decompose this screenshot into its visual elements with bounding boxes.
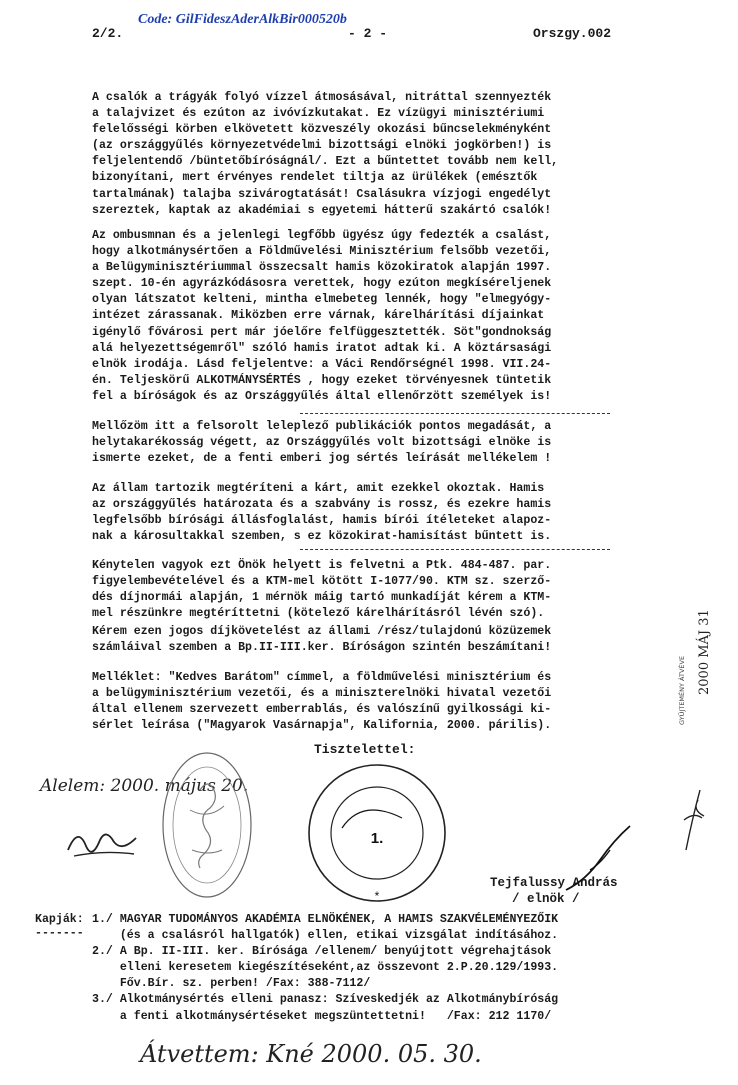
text-line: igénylő fővárosi pert már jóelőre felfüggesztették. Söt"gondnokság <box>92 325 552 339</box>
text-line: Kérem ezen jogos díjkövetelést az állami /rész/tulajdonú közüzemek <box>92 625 552 638</box>
text-line: elnök irodája. Lásd feljelentve: a Váci Rendőrségnél 1998. VII.24- <box>92 357 552 371</box>
text-line: a talajvizet és ezúton az ivóvízkutakat. Ez vízügyi minisztériumi <box>92 107 545 121</box>
paragraph-4 <box>92 481 632 545</box>
text-line: alá helyezettségemről" szóló hamis iratot adtak ki. A köztársasági <box>92 341 552 355</box>
handwritten-note-left: Alelem: 2000. május 20. <box>40 776 249 796</box>
text-line: az országgyűlés határozata és a szabvány is rossz, és ezekre hamis <box>92 498 552 512</box>
recipient-line: 3./ Alkotmánysértés elleni panasz: Szíveskedjék az Alkotmánybíróság <box>92 993 559 1007</box>
text-line: figyelembevételével és a KTM-mel kötött I-1077/90. KTM sz. szerző- <box>92 575 552 589</box>
text-line: mel részünkre megtéríttetni (kötelező kárelhárításról lévén szó). <box>92 607 545 621</box>
text-line: hogy alkotmánysértően a Földművelési Minisztérium felsőbb vezetői, <box>92 245 552 259</box>
text-line: én. Teljeskörű ALKOTMÁNYSÉRTÉS , hogy ezeket törvényesnek tüntetik <box>92 373 552 387</box>
separator-line <box>300 413 610 414</box>
text-line: Mellőzöm itt a felsorolt leleplező publikációk pontos megadását, a <box>92 420 552 433</box>
signer-signature <box>560 820 650 900</box>
paragraph-5 <box>92 558 632 622</box>
mta-seal <box>160 750 255 900</box>
text-line: tartalmának) talajba szivárogtatását! Csalásukra vízjogi engedélyt <box>92 187 552 201</box>
page-number-left: 2/2. <box>92 26 124 41</box>
separator-line <box>300 549 610 550</box>
paragraph-2 <box>92 228 632 405</box>
text-line: fel a bíróságok és az Országgyűlés által ellenőrzött személyek is! <box>92 389 552 403</box>
text-line: Melléklet: "Kedves Barátom" címmel, a földművelési minisztérium és <box>92 671 552 684</box>
recipient-line: elleni keresetem kiegészítéseként,az összevont 2.P.20.129/1993. <box>92 961 559 975</box>
text-line: legfelsőbb bírósági állásfoglalást, hamis bírói ítéleteket alapoz- <box>92 514 552 528</box>
text-line: intézet zárassanak. Miközben erre várnak, kárelhárítási díjainkat <box>92 309 545 323</box>
text-line: Kényteleп vagyok ezt Önök helyett is felvetni a Ptk. 484-487. par. <box>92 559 552 572</box>
text-line: olyan látszatot kelteni, mintha elmebeteg lennék, hogy "elmegyógy- <box>92 293 552 307</box>
text-line: sérlet leírása ("Magyarok Vasárnapja", Kalifornia, 2000. párilis). <box>92 719 552 733</box>
paragraph-1 <box>92 90 632 219</box>
kapjak-list <box>92 912 558 1025</box>
paragraph-6 <box>92 624 632 656</box>
svg-text:*: * <box>374 889 380 903</box>
received-stamp-text: GYŰJTEMÉNY ÁTVÉVE <box>678 655 686 725</box>
recipient-line: (és a csalásról hallgatók) ellen, etikai vizsgálat indításához. <box>92 929 559 943</box>
text-line: feljelentendő /büntetőbíróságnál/. Ezt a bűntettet tovább nem kell, <box>92 155 559 169</box>
document-reference: Orszgy.002 <box>533 26 612 41</box>
recipient-line: 1./ MAGYAR TUDOMÁNYOS AKADÉMIA ELNÖKÉNEK, A HAMIS SZAKVÉLEMÉNYEZŐIK <box>92 913 559 926</box>
text-line: Az állam tartozik megtéríteni a kárt, amit ezekkel okoztak. Hamis <box>92 482 545 495</box>
signature-scribble <box>60 820 160 860</box>
text-line: a belügyminisztérium vezetői, és a miniszterelnöki hivatal vezetői <box>92 687 552 701</box>
text-line: felelősségi körben elkövetett közveszély okozási bűncselekményként <box>92 123 552 137</box>
text-line: számláival szemben a Bp.II-III.ker. Bíróságon szintén beszámítani! <box>92 641 552 655</box>
paragraph-7 <box>92 670 632 734</box>
signer-title: / elnök / <box>512 892 580 906</box>
handwritten-note-bottom: Átvettem: Kné 2000. 05. 30. <box>140 1040 482 1068</box>
text-line: ismerte ezeket, de a fenti emberi jog sértés leírását mellékelem ! <box>92 452 552 466</box>
text-line: szereztek, kaptak az akadémiai s egyetemi hátterű szakártó csalók! <box>92 203 552 217</box>
text-line: A csalók a trágyák folyó vízzel átmosásával, nitráttal szennyezték <box>92 91 552 104</box>
text-line: Az ombusmnan és a jelenlegi legfőbb ügyész úgy fedezték a csalást, <box>92 229 552 242</box>
received-stamp <box>670 575 722 725</box>
text-line: (az országgyűlés környezetvédelmi bizottsági elnöki jogkörben!) is <box>92 139 552 153</box>
greeting: Tisztelettel: <box>314 742 416 757</box>
right-handwriting <box>676 770 716 860</box>
text-line: által ellenem szervezett emberrablás, és valószínű gyilkossági ki- <box>92 703 552 717</box>
text-line: a Belügyminisztériummal összecsalt hamis közokiratok alapján 1997. <box>92 261 552 275</box>
text-line: helytakarékosság végett, az Országgyűlés volt bizottsági elnöke is <box>92 436 552 450</box>
recipient-line: 2./ A Bp. II-III. ker. Bírósága /ellenem/ benyújtott végrehajtások <box>92 945 552 959</box>
signer-name: Tejfalussy András <box>490 876 618 890</box>
kapjak-label: Kapják: <box>35 913 84 926</box>
text-line: dés díjnormái alapján, 1 mérnök máig tartó munkadíját kérem a KTM- <box>92 591 552 605</box>
society-stamp <box>302 758 452 908</box>
kapjak-underline: ------- <box>35 927 84 940</box>
page-number-center: - 2 - <box>348 26 388 41</box>
recipient-line: a fenti alkotmánysértéseket megszüntettetni! /Fax: 212 1170/ <box>92 1009 552 1023</box>
text-line: nak a károsultakkal szemben, s ez közokirat-hamisítást bűntett is. <box>92 530 552 544</box>
text-line: bizonyítani, mert érvényes rendelet tiltja az ürülékek (emésztők <box>92 171 538 185</box>
document-code: Code: GilFideszAderAlkBir000520b <box>138 12 347 27</box>
text-line: szept. 10-én agyrázkódásosra verettek, hogy ezúton megkíséreljenek <box>92 277 552 291</box>
stamp-number: 1. <box>370 830 384 847</box>
recipient-line: Főv.Bír. sz. perben! /Fax: 388-7112/ <box>92 977 371 991</box>
received-stamp-date: 2000 MÁJ 31 <box>697 609 712 695</box>
paragraph-3 <box>92 419 632 467</box>
